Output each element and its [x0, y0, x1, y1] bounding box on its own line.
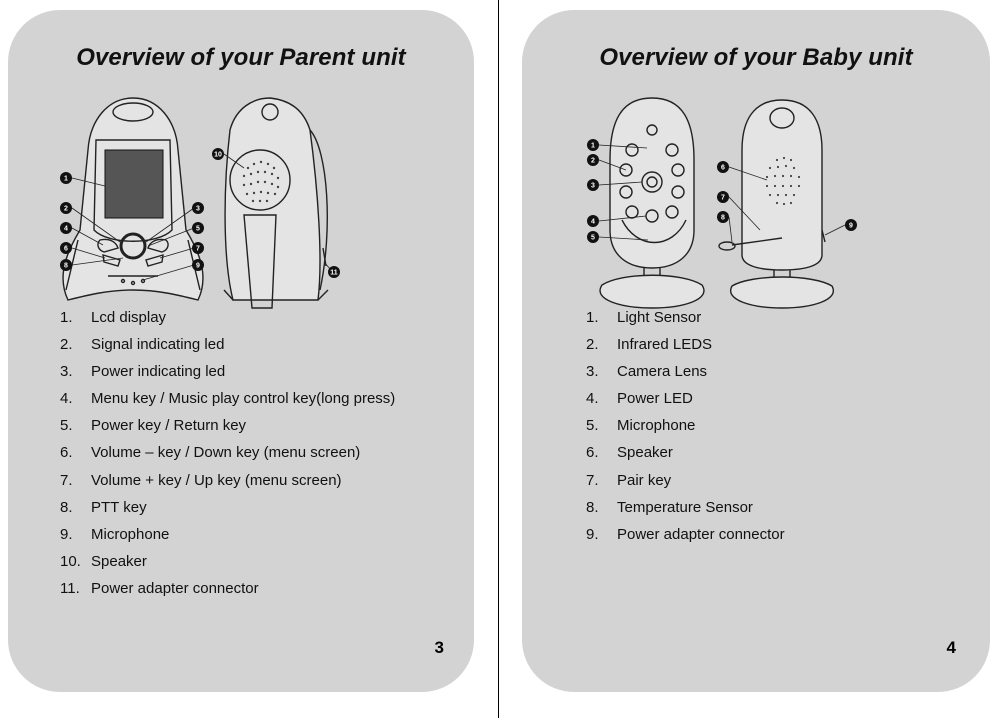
- list-item: [586, 308, 785, 335]
- svg-text:1: 1: [591, 142, 595, 150]
- list-item: [586, 443, 785, 470]
- svg-text:4: 4: [64, 225, 68, 233]
- list-item: [60, 362, 395, 389]
- item-text: Light Sensor: [617, 309, 702, 326]
- page-number: 4: [946, 638, 956, 657]
- svg-text:7: 7: [721, 194, 725, 202]
- list-item: [60, 498, 395, 525]
- item-text: Power indicating led: [91, 363, 226, 381]
- item-text: Signal indicating led: [91, 336, 225, 354]
- list-item: [586, 525, 785, 552]
- svg-text:8: 8: [64, 262, 68, 270]
- item-number: 2.: [60, 336, 73, 354]
- item-number: 9.: [60, 525, 73, 543]
- svg-text:3: 3: [591, 182, 595, 190]
- item-number: 3.: [586, 363, 599, 381]
- item-text: Microphone: [91, 525, 170, 543]
- parent-unit-illustration: [48, 90, 348, 320]
- list-item: [60, 579, 395, 606]
- item-text: Microphone: [617, 417, 696, 435]
- item-text: Power LED: [617, 390, 693, 408]
- item-text: Power key / Return key: [91, 417, 247, 435]
- item-number: 11.: [60, 579, 80, 597]
- list-item: [586, 362, 785, 389]
- item-number: 1.: [586, 309, 599, 326]
- item-number: 4.: [586, 390, 599, 408]
- svg-text:3: 3: [196, 205, 200, 213]
- list-item: [60, 416, 395, 443]
- svg-text:8: 8: [721, 214, 725, 222]
- item-number: 9.: [586, 525, 599, 543]
- item-number: 1.: [60, 309, 73, 326]
- list-item: [586, 416, 785, 443]
- svg-text:2: 2: [591, 157, 595, 165]
- item-text: Volume – key / Down key (menu screen): [91, 444, 361, 462]
- svg-text:7: 7: [196, 245, 200, 253]
- parent-parts-list: [60, 308, 395, 606]
- item-number: 4.: [60, 390, 73, 408]
- item-number: 7.: [60, 471, 73, 489]
- item-number: 5.: [60, 417, 73, 435]
- item-text: Pair key: [617, 471, 672, 489]
- item-text: Temperature Sensor: [617, 498, 753, 516]
- list-item: [60, 308, 395, 335]
- item-number: 10.: [60, 552, 81, 570]
- svg-text:4: 4: [591, 218, 595, 226]
- item-text: Speaker: [617, 444, 673, 462]
- list-item: [586, 389, 785, 416]
- item-text: Menu key / Music play control key(long press): [91, 390, 396, 408]
- item-text: Camera Lens: [617, 363, 708, 381]
- item-text: Power adapter connector: [617, 525, 785, 543]
- item-text: PTT key: [91, 498, 147, 516]
- svg-text:1: 1: [64, 175, 68, 183]
- svg-text:6: 6: [721, 164, 725, 172]
- right-page-title: Overview of your Baby unit: [599, 44, 913, 71]
- list-item: [60, 443, 395, 470]
- item-text: Infrared LEDS: [617, 336, 713, 354]
- page-divider: [498, 0, 499, 718]
- svg-text:6: 6: [64, 245, 68, 253]
- baby-parts-list: [586, 308, 785, 552]
- item-number: 6.: [60, 444, 73, 462]
- left-page-title: Overview of your Parent unit: [76, 44, 406, 71]
- item-text: Lcd display: [91, 309, 167, 326]
- item-text: Power adapter connector: [91, 579, 259, 597]
- item-number: 5.: [586, 417, 599, 435]
- item-text: Volume + key / Up key (menu screen): [91, 471, 342, 489]
- list-item: [586, 335, 785, 362]
- item-number: 2.: [586, 336, 599, 354]
- svg-text:5: 5: [196, 225, 200, 233]
- svg-text:10: 10: [214, 151, 222, 159]
- svg-text:11: 11: [330, 269, 338, 277]
- item-number: 8.: [60, 498, 73, 516]
- item-text: Speaker: [91, 552, 147, 570]
- left-page: [8, 10, 474, 692]
- svg-text:2: 2: [64, 205, 68, 213]
- list-item: [60, 525, 395, 552]
- right-page: [522, 10, 990, 692]
- item-number: 6.: [586, 444, 599, 462]
- list-item: [586, 471, 785, 498]
- list-item: [60, 389, 395, 416]
- svg-text:9: 9: [196, 262, 200, 270]
- svg-text:9: 9: [849, 222, 853, 230]
- list-item: [60, 552, 395, 579]
- page-number: 3: [434, 638, 444, 657]
- item-number: 8.: [586, 498, 599, 516]
- item-number: 3.: [60, 363, 73, 381]
- list-item: [60, 335, 395, 362]
- item-number: 7.: [586, 471, 599, 489]
- svg-text:5: 5: [591, 234, 595, 242]
- list-item: [586, 498, 785, 525]
- baby-unit-illustration: [582, 90, 882, 310]
- list-item: [60, 471, 395, 498]
